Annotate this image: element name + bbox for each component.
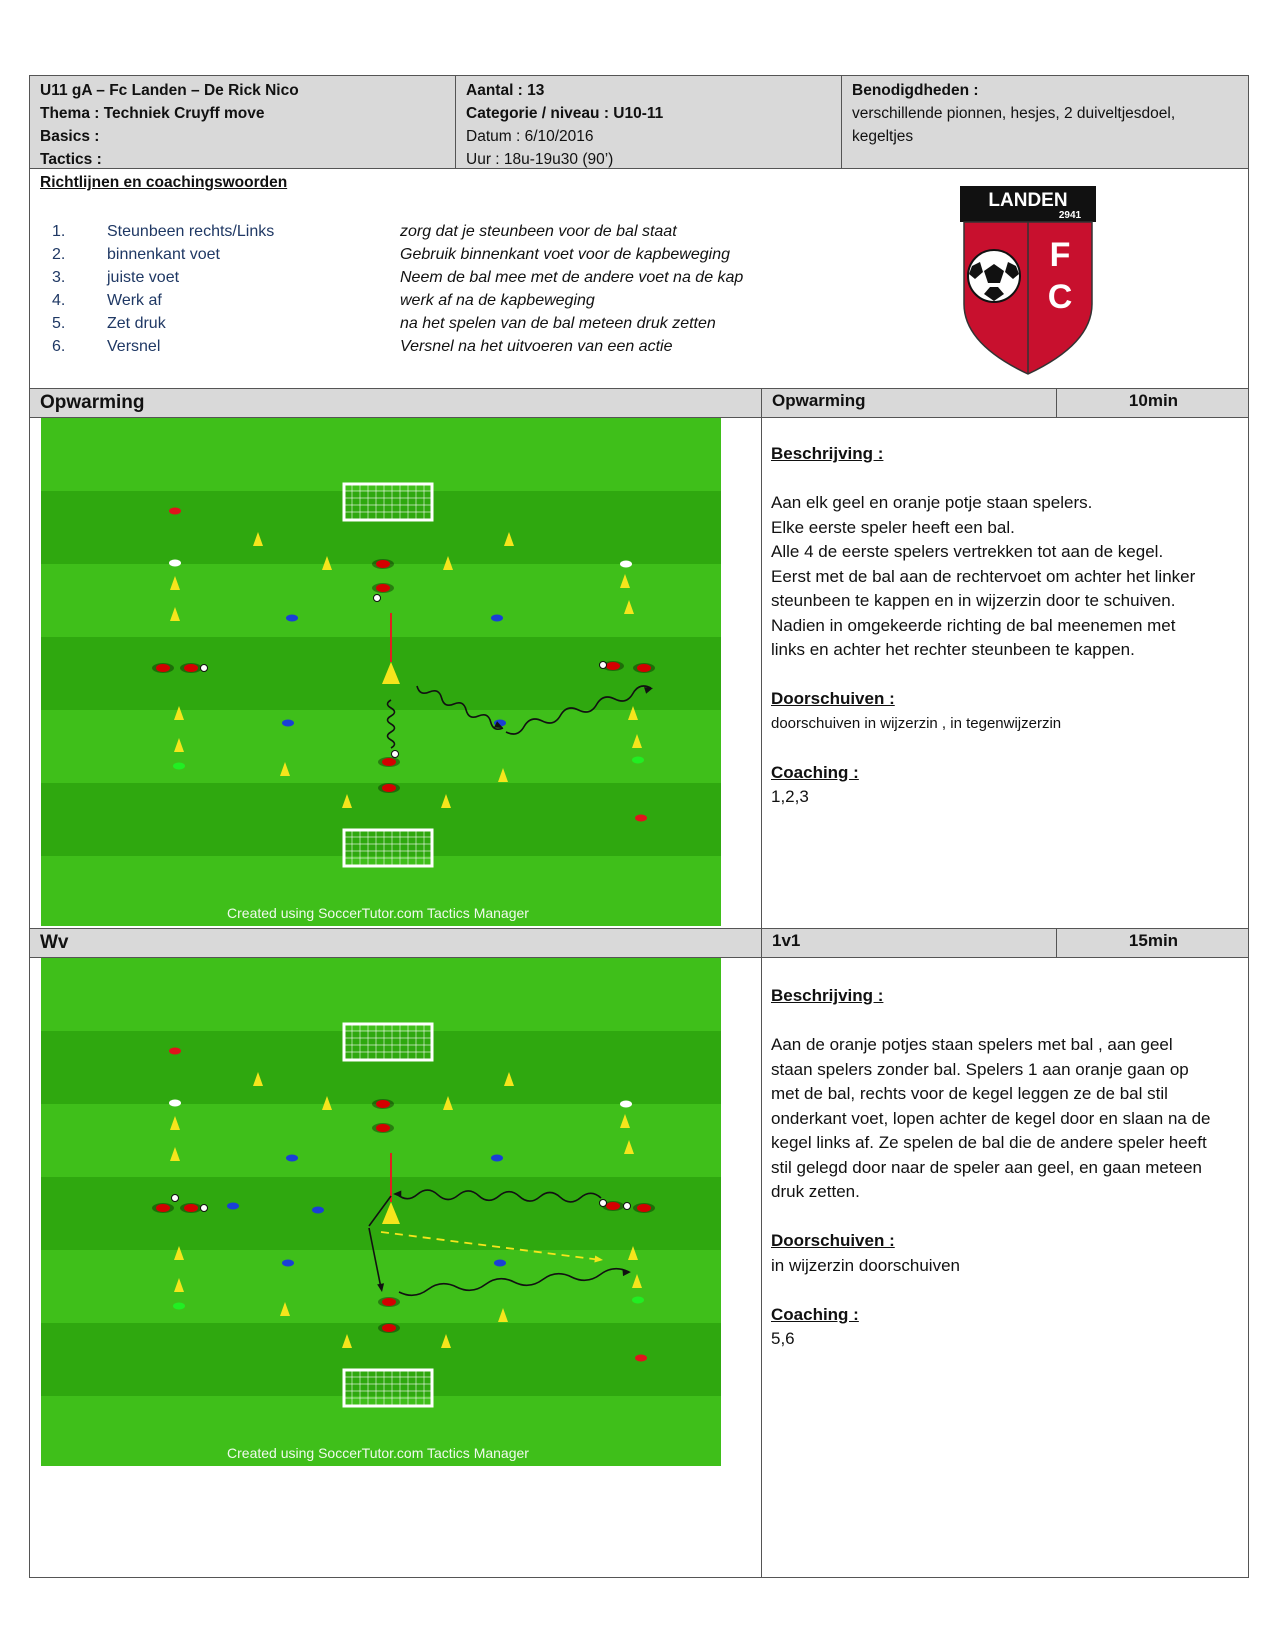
player-marker (156, 1204, 170, 1212)
guideline-number: 3. (52, 269, 66, 286)
fc-landen-logo (958, 184, 1098, 376)
time: Uur : 18u-19u30 (90’) (466, 151, 614, 168)
guideline-number: 1. (52, 223, 66, 240)
guideline-item (52, 243, 812, 266)
section-body-warmup (30, 418, 1248, 928)
disc-marker (635, 815, 647, 822)
description-title: Beschrijving : (771, 444, 884, 463)
basics: Basics : (40, 128, 100, 145)
description-line: Eerst met de bal aan de rechtervoet om achter het linker steunbeen te kappen en in wijzerzin door te schuiven. (771, 566, 1196, 610)
player-marker (376, 560, 390, 568)
disc-marker (169, 1048, 181, 1055)
guideline-item (52, 335, 812, 358)
player-marker (637, 664, 651, 672)
team-title: U11 gA – Fc Landen – De Rick Nico (40, 82, 299, 99)
disc-marker (632, 1297, 644, 1304)
disc-marker (494, 1260, 506, 1267)
materials-text: verschillende pionnen, hesjes, 2 duiveltjesdoel, kegeltjes (852, 105, 1176, 145)
player-marker (156, 664, 170, 672)
disc-marker (282, 720, 294, 727)
section-body-1v1 (30, 958, 1248, 1577)
guideline-label: Versnel (107, 338, 161, 355)
description-title: Beschrijving : (771, 986, 884, 1005)
guideline-description: Neem de bal mee met de andere voet na de kap (400, 269, 744, 286)
coaching-text: 5,6 (771, 1329, 795, 1348)
ball-icon (172, 1195, 179, 1202)
guideline-item (52, 266, 812, 289)
materials-title: Benodigdheden : (852, 82, 979, 99)
section-tag: Opwarming (761, 389, 1056, 417)
guidelines-list (52, 220, 812, 358)
guideline-item (52, 220, 812, 243)
guideline-description: werk af na de kapbeweging (400, 292, 595, 309)
guideline-label: juiste voet (107, 269, 180, 286)
ball-icon (374, 595, 381, 602)
section-tag: 1v1 (761, 929, 1056, 957)
logo-letter-c: C (1047, 278, 1073, 316)
guideline-number: 6. (52, 338, 66, 355)
section-name: Opwarming (40, 392, 145, 413)
ball-icon (201, 1205, 208, 1212)
disc-marker (282, 1260, 294, 1267)
disc-marker (173, 763, 185, 770)
player-marker (382, 1324, 396, 1332)
section-bar-warmup (30, 388, 1248, 418)
description-line: Aan de oranje potjes staan spelers met bal , aan geel staan spelers zonder bal. Spelers 1 aan oranje gaan op met de bal, rechts voor de kegel leggen ze de bal stil onderkant voet, lopen achter de kegel door en slaan na de kegel links af. Ze spelen de bal die de andere speler heeft stil gelegd door naar de speler aan geel, en gaan meteen druk zetten. (771, 1035, 1211, 1201)
disc-marker (169, 560, 181, 567)
tactics: Tactics : (40, 151, 102, 168)
ball-icon (624, 1203, 631, 1210)
grass-stripe (41, 1323, 721, 1396)
description-line: Aan elk geel en oranje potje staan spelers. (771, 493, 1093, 512)
guideline-number: 4. (52, 292, 66, 309)
guideline-label: binnenkant voet (107, 246, 220, 263)
theme: Thema : Techniek Cruyff move (40, 105, 265, 122)
guideline-label: Werk af (107, 292, 162, 309)
disc-marker (312, 1207, 324, 1214)
disc-marker (286, 1155, 298, 1162)
grass-stripe (41, 783, 721, 856)
section-duration: 15min (1056, 929, 1250, 957)
guideline-label: Zet druk (107, 315, 166, 332)
rotation-text: in wijzerzin doorschuiven (771, 1255, 960, 1275)
guidelines-title: Richtlijnen en coachingswoorden (40, 174, 288, 191)
player-marker (606, 1202, 620, 1210)
coaching-title: Coaching : (771, 1304, 859, 1324)
guideline-number: 2. (52, 246, 66, 263)
player-marker (382, 758, 396, 766)
disc-marker (227, 1203, 239, 1210)
grass-stripe (41, 491, 721, 564)
description-warmup (771, 442, 1211, 810)
date: Datum : 6/10/2016 (466, 128, 594, 145)
guideline-description: Versnel na het uitvoeren van een actie (400, 338, 673, 355)
section-name: Wv (40, 932, 69, 953)
grass-stripe (41, 637, 721, 710)
section-duration: 10min (1056, 389, 1250, 417)
disc-marker (286, 615, 298, 622)
description-1v1 (771, 984, 1211, 1352)
guideline-item (52, 312, 812, 335)
ball-icon (600, 1200, 607, 1207)
rotation-text: doorschuiven in wijzerzin , in tegenwijzerzin (771, 714, 1062, 732)
rotation-title: Doorschuiven : (771, 689, 895, 708)
disc-marker (635, 1355, 647, 1362)
disc-marker (620, 561, 632, 568)
pitch-diagram-1v1 (41, 958, 721, 1466)
header-materials-block (842, 76, 1250, 168)
player-marker (376, 1124, 390, 1132)
logo-name: LANDEN (988, 190, 1068, 211)
guideline-description: na het spelen van de bal meteen druk zetten (400, 315, 716, 332)
player-marker (637, 1204, 651, 1212)
rotation-title: Doorschuiven : (771, 1231, 895, 1250)
category: Categorie / niveau : U10-11 (466, 105, 664, 122)
watermark-text: Created using SoccerTutor.com Tactics Manager (227, 905, 529, 921)
header-info-block (456, 76, 842, 168)
description-line: Nadien in omgekeerde richting de bal meenemen met links en achter het rechter steunbeen te kappen. (771, 615, 1176, 659)
disc-marker (632, 757, 644, 764)
guideline-description: zorg dat je steunbeen voor de bal staat (400, 223, 677, 240)
logo-year: 2941 (1058, 210, 1082, 221)
player-marker (376, 584, 390, 592)
player-marker (184, 664, 198, 672)
header-team-block (30, 76, 456, 168)
disc-marker (491, 1155, 503, 1162)
disc-marker (620, 1101, 632, 1108)
section-bar-1v1 (30, 928, 1248, 958)
disc-marker (169, 508, 181, 515)
coaching-title: Coaching : (771, 762, 859, 782)
grass-stripe (41, 1177, 721, 1250)
disc-marker (169, 1100, 181, 1107)
description-line: Elke eerste speler heeft een bal. (771, 517, 1015, 537)
player-marker (376, 1100, 390, 1108)
ball-icon (392, 751, 399, 758)
description-line: Alle 4 de eerste spelers vertrekken tot aan de kegel. (771, 542, 1164, 561)
disc-marker (491, 615, 503, 622)
coaching-text: 1,2,3 (771, 787, 809, 806)
logo-letter-f: F (1049, 236, 1071, 274)
guideline-number: 5. (52, 315, 66, 332)
ball-icon (201, 665, 208, 672)
guideline-label: Steunbeen rechts/Links (107, 223, 275, 240)
header (30, 76, 1248, 169)
pitch-diagram-warmup (41, 418, 721, 926)
player-count: Aantal : 13 (466, 82, 545, 99)
watermark-text: Created using SoccerTutor.com Tactics Manager (227, 1445, 529, 1461)
guideline-item (52, 289, 812, 312)
player-marker (606, 662, 620, 670)
grass-stripe (41, 1031, 721, 1104)
player-marker (184, 1204, 198, 1212)
session-sheet (29, 75, 1249, 1578)
ball-icon (600, 662, 607, 669)
guideline-description: Gebruik binnenkant voet voor de kapbeweging (400, 246, 730, 263)
disc-marker (173, 1303, 185, 1310)
player-marker (382, 1298, 396, 1306)
player-marker (382, 784, 396, 792)
